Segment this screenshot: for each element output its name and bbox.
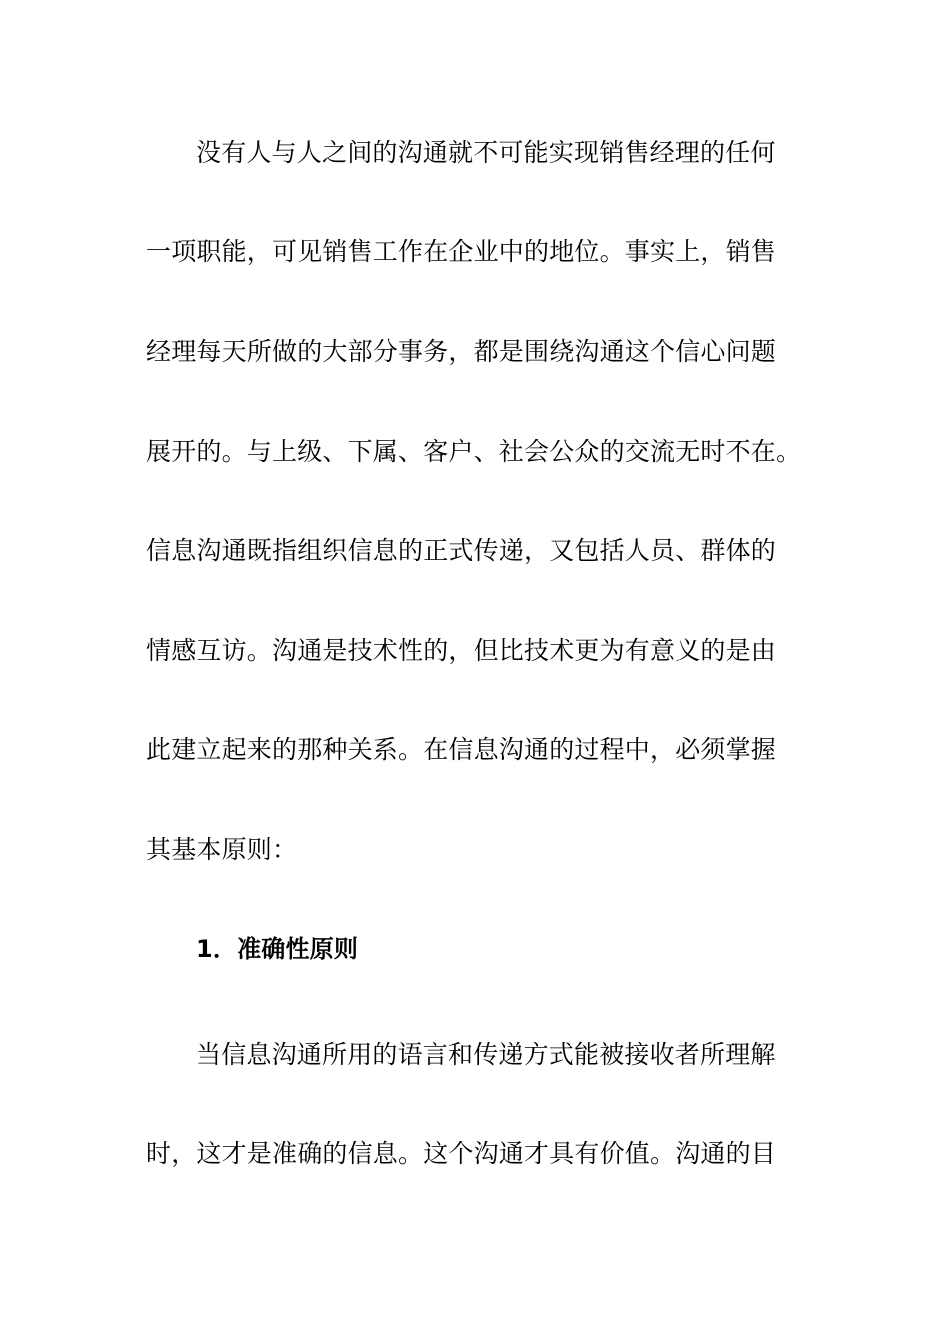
paragraph-line: 展开的。与上级、下属、客户、社会公众的交流无时不在。	[146, 437, 802, 466]
section-heading: 1．准确性原则	[196, 935, 359, 963]
paragraph-line: 信息沟通既指组织信息的正式传递，又包括人员、群体的	[146, 536, 777, 565]
paragraph-line: 没有人与人之间的沟通就不可能实现销售经理的任何	[196, 138, 776, 167]
paragraph-line: 此建立起来的那种关系。在信息沟通的过程中，必须掌握	[146, 735, 777, 764]
paragraph-line: 情感互访。沟通是技术性的，但比技术更为有意义的是由	[146, 636, 777, 665]
paragraph-line: 经理每天所做的大部分事务，都是围绕沟通这个信心问题	[146, 337, 777, 366]
paragraph-line: 一项职能，可见销售工作在企业中的地位。事实上，销售	[146, 237, 777, 266]
paragraph-line: 当信息沟通所用的语言和传递方式能被接收者所理解	[196, 1040, 776, 1069]
paragraph-line: 时，这才是准确的信息。这个沟通才具有价值。沟通的目	[146, 1139, 777, 1168]
paragraph-line: 其基本原则：	[146, 835, 298, 864]
